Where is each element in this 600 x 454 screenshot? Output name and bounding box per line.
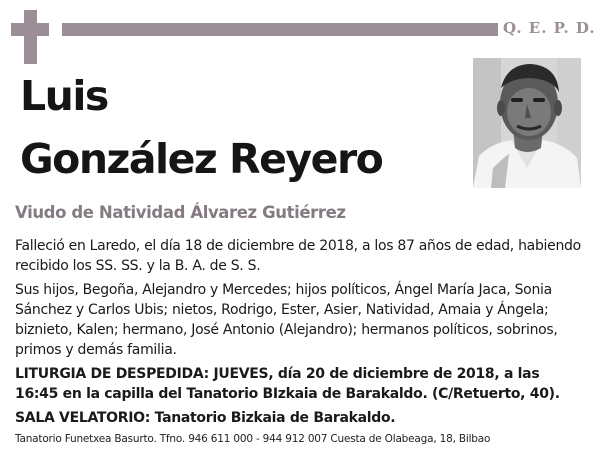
portrait-image	[473, 58, 581, 188]
header-rule	[62, 23, 498, 36]
deceased-surnames: González Reyero	[20, 135, 383, 183]
family-paragraph: Sus hijos, Begoña, Alejandro y Mercedes; hijos políticos, Ángel María Jaca, Sonia Sánchez y Carlos Ubis; nietos, Rodrigo, Ester, Asier, Natividad, Amaia y Ángela; biznieto, Kalen; hermano, José Antonio (Alejandro); hermanos políticos, sobrinos, primos y demás familia.	[15, 282, 558, 358]
qepd-label: Q. E. P. D.	[503, 19, 596, 37]
death-paragraph: Falleció en Laredo, el día 18 de diciembre de 2018, a los 87 años de edad, habiendo recibido los SS. SS. y la B. A. de S. S.	[15, 238, 581, 274]
wake-paragraph: SALA VELATORIO: Tanatorio Bizkaia de Barakaldo.	[15, 410, 396, 426]
cross-horizontal-bar	[11, 23, 49, 36]
widow-line: Viudo de Natividad Álvarez Gutiérrez	[15, 203, 346, 222]
obituary-body	[15, 236, 585, 432]
portrait-photo	[473, 58, 581, 188]
liturgy-paragraph: LITURGIA DE DESPEDIDA: JUEVES, día 20 de diciembre de 2018, a las 16:45 en la capilla del Tanatorio BIzkaia de Barakaldo. (C/Retuerto, 40).	[15, 366, 560, 402]
cross-vertical-bar	[24, 10, 37, 64]
deceased-first-name: Luis	[20, 72, 108, 120]
funeral-home-footer: Tanatorio Funetxea Basurto. Tfno. 946 611 000 - 944 912 007 Cuesta de Olabeaga, 18, Bilbao	[15, 433, 491, 445]
